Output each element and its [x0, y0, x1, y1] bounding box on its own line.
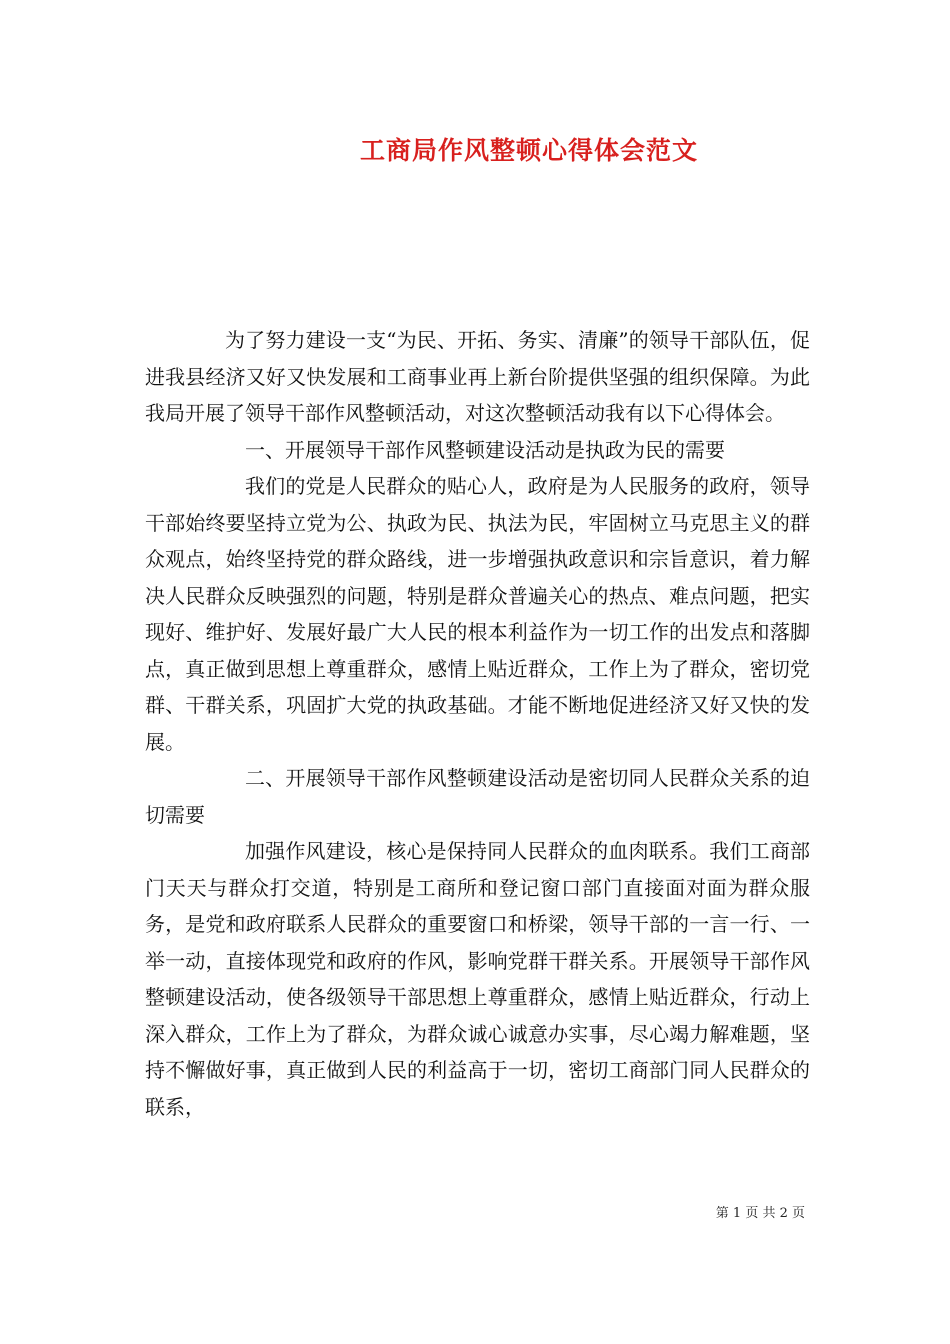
section-heading-1: 一、开展领导干部作风整顿建设活动是执政为民的需要	[245, 437, 725, 462]
page-number: 第 1 页 共 2 页	[715, 1206, 805, 1221]
section-heading-2: 二、开展领导干部作风整顿建设活动是密切同人民群众关系的迫切需要	[145, 766, 810, 827]
document-body	[145, 322, 810, 1125]
intro-paragraph: 为了努力建设一支“为民、开拓、务实、清廉”的领导干部队伍，促进我县经济又好又快发展和工商事业再上新台阶提供坚强的组织保障。为此我局开展了领导干部作风整顿活动，对这次整顿活动我有以下心得体会。	[145, 328, 810, 425]
section-2-paragraph: 加强作风建设，核心是保持同人民群众的血肉联系。我们工商部门天天与群众打交道，特别是工商所和登记窗口部门直接面对面为群众服务，是党和政府联系人民群众的重要窗口和桥梁，领导干部的一言一行、一举一动，直接体现党和政府的作风，影响党群干群关系。开展领导干部作风整顿建设活动，使各级领导干部思想上尊重群众，感情上贴近群众，行动上深入群众，工作上为了群众，为群众诚心诚意办实事，尽心竭力解难题，坚持不懈做好事，真正做到人民的利益高于一切，密切工商部门同人民群众的联系，	[145, 839, 810, 1119]
document-title: 工商局作风整顿心得体会范文	[359, 136, 698, 165]
section-1-paragraph: 我们的党是人民群众的贴心人，政府是为人民服务的政府，领导干部始终要坚持立党为公、执政为民、执法为民，牢固树立马克思主义的群众观点，始终坚持党的群众路线，进一步增强执政意识和宗旨意识，着力解决人民群众反映强烈的问题，特别是群众普遍关心的热点、难点问题，把实现好、维护好、发展好最广大人民的根本利益作为一切工作的出发点和落脚点，真正做到思想上尊重群众，感情上贴近群众，工作上为了群众，密切党群、干群关系，巩固扩大党的执政基础。才能不断地促进经济又好又快的发展。	[145, 474, 810, 754]
